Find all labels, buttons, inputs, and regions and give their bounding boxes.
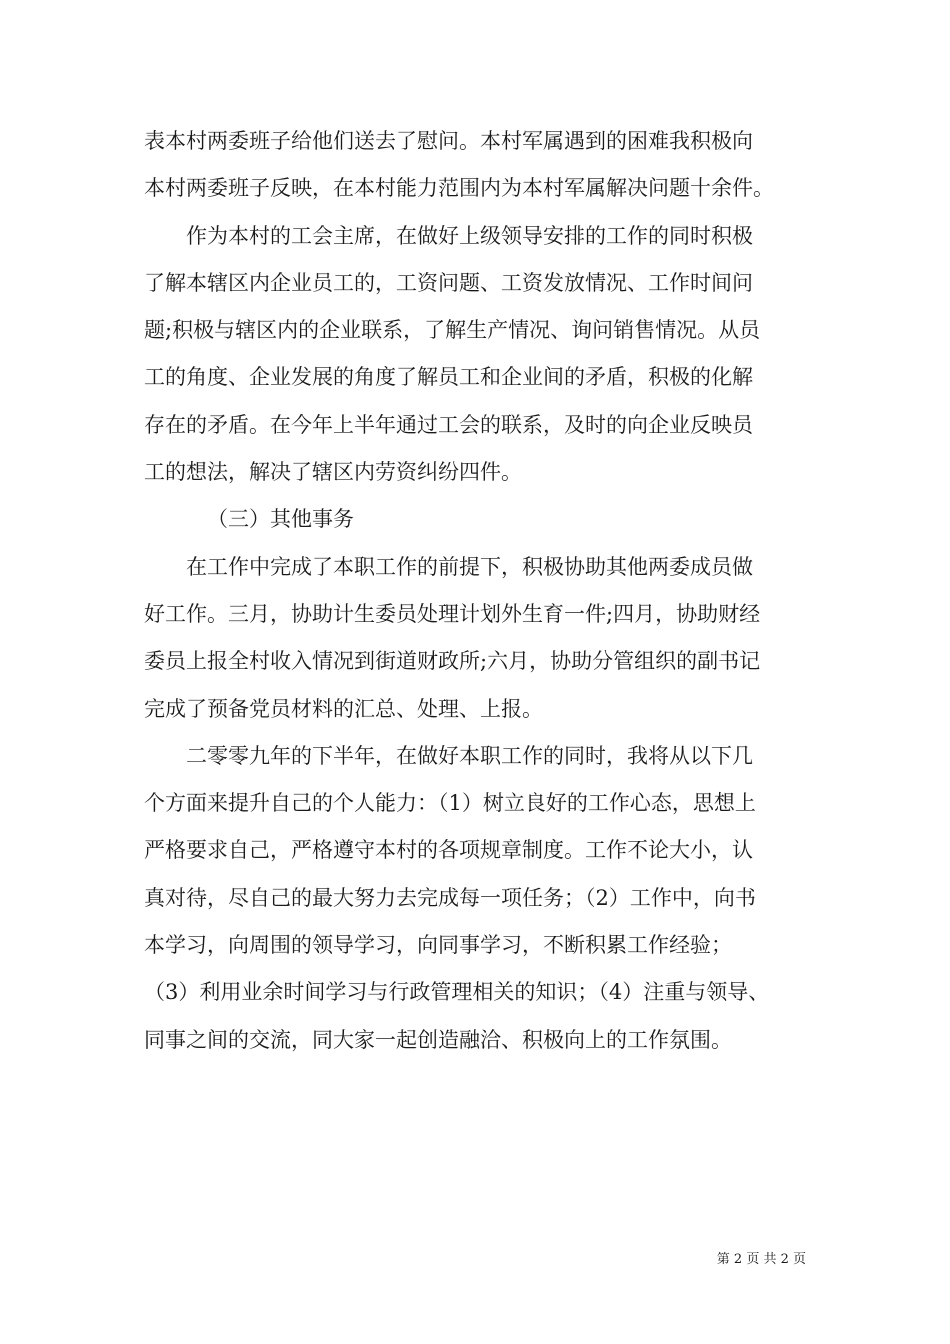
body-text: [144, 118, 809, 1064]
page-number: 第 2 页 共 2 页: [716, 1252, 806, 1267]
text-line: 二零零九年的下半年，在做好本职工作的同时，我将从以下几: [186, 743, 753, 768]
text-line: 在工作中完成了本职工作的前提下，积极协助其他两委成员做: [186, 554, 753, 579]
text-line: 完成了预备党员材料的汇总、处理、上报。: [144, 696, 543, 721]
text-line: 存在的矛盾。在今年上半年通过工会的联系，及时的向企业反映员: [144, 412, 753, 437]
text-line: 了解本辖区内企业员工的，工资问题、工资发放情况、工作时间问: [144, 270, 753, 295]
text-line: 工的想法，解决了辖区内劳资纠纷四件。: [144, 460, 522, 485]
text-line: 题;积极与辖区内的企业联系，了解生产情况、询问销售情况。从员: [144, 318, 761, 343]
section-heading: （三）其他事务: [207, 507, 354, 532]
text-line: 同事之间的交流，同大家一起创造融洽、积极向上的工作氛围。: [144, 1027, 732, 1052]
text-line: 作为本村的工会主席，在做好上级领导安排的工作的同时积极: [186, 223, 753, 248]
text-line: （3）利用业余时间学习与行政管理相关的知识；（4）注重与领导、: [144, 980, 770, 1005]
text-line: 工的角度、企业发展的角度了解员工和企业间的矛盾，积极的化解: [144, 365, 753, 390]
text-line: 委员上报全村收入情况到街道财政所;六月，协助分管组织的副书记: [144, 649, 761, 674]
text-line: 真对待，尽自己的最大努力去完成每一项任务；（2）工作中，向书: [144, 885, 756, 910]
text-line: 本村两委班子反映，在本村能力范围内为本村军属解决问题十余件。: [144, 176, 774, 201]
text-line: 好工作。三月，协助计生委员处理计划外生育一件;四月，协助财经: [144, 601, 761, 626]
text-line: 本学习，向周围的领导学习，向同事学习，不断积累工作经验；: [144, 933, 732, 958]
text-line: 个方面来提升自己的个人能力：（1）树立良好的工作心态，思想上: [144, 791, 756, 816]
text-line: 严格要求自己，严格遵守本村的各项规章制度。工作不论大小，认: [144, 838, 753, 863]
text-line: 表本村两委班子给他们送去了慰问。本村军属遇到的困难我积极向: [144, 129, 753, 153]
